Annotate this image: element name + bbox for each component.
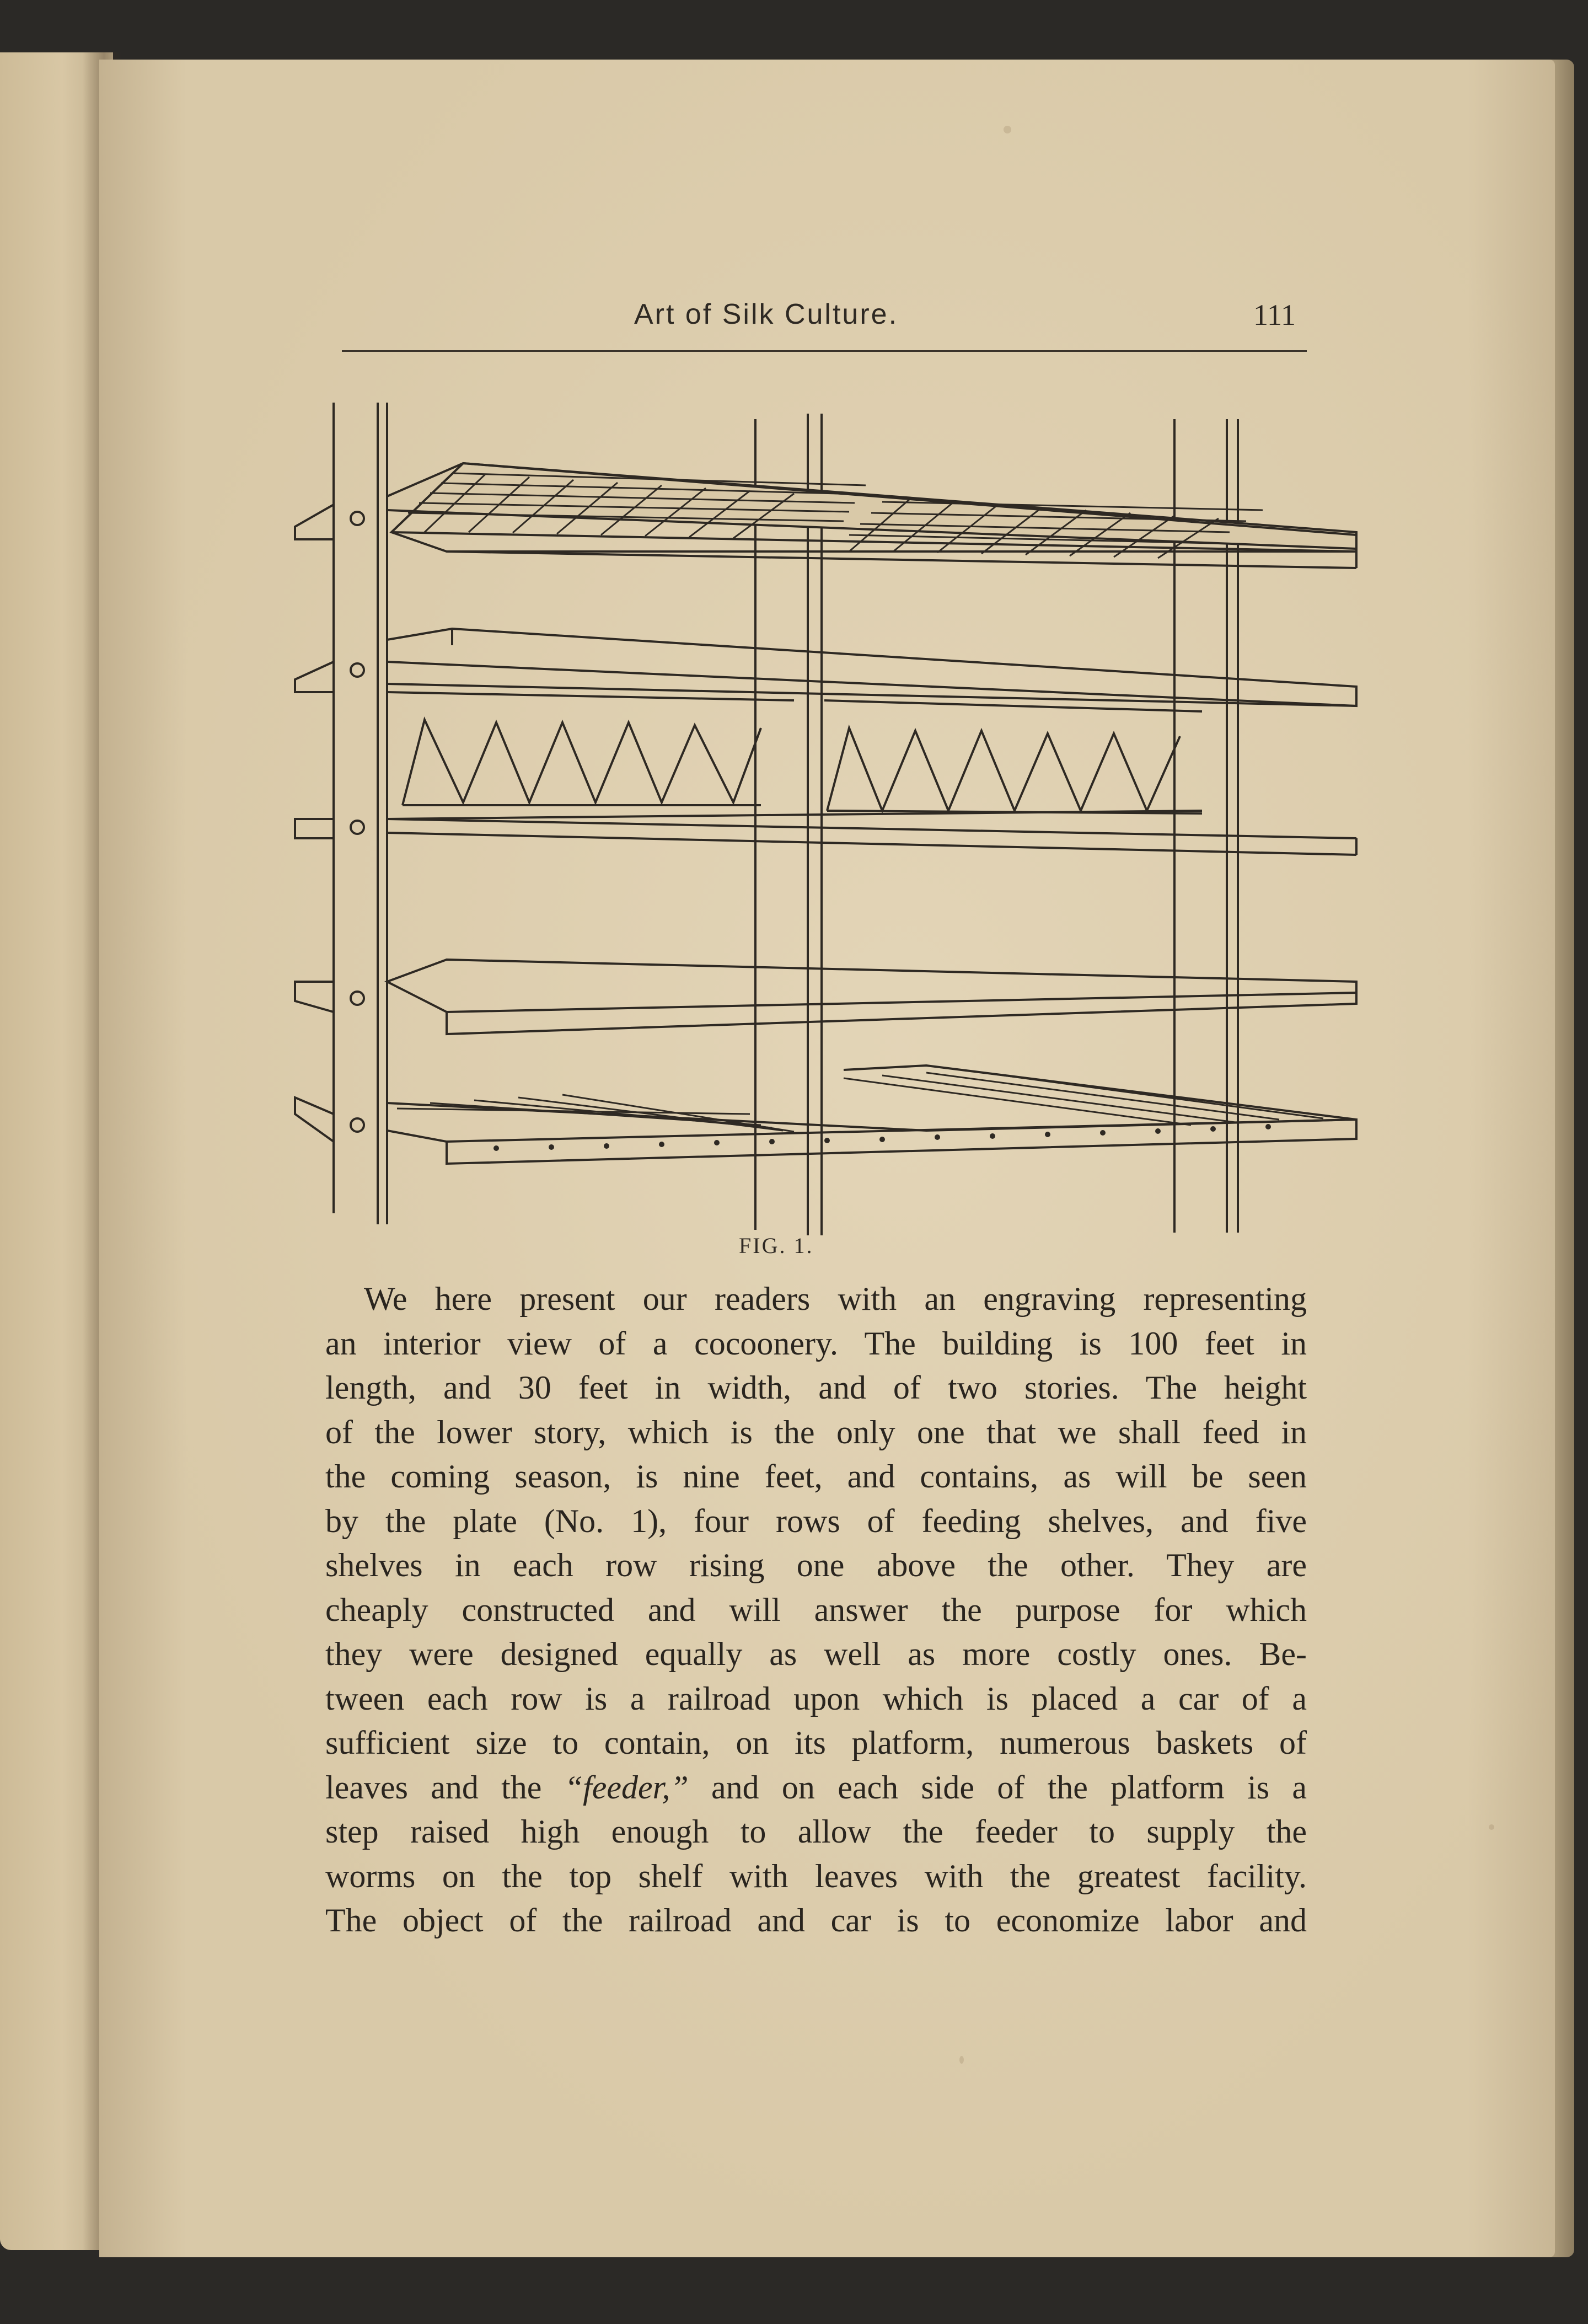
text-line-with-term [325, 1765, 1307, 1810]
body-paragraph [325, 1277, 1307, 1943]
text-line: the coming season, is nine feet, and contains, as will be seen [325, 1458, 1307, 1495]
cocoonery-shelves-engraving [265, 386, 1373, 1257]
page-number: 111 [1253, 298, 1296, 331]
text-line: length, and 30 feet in width, and of two stories. The height [325, 1369, 1307, 1406]
text-line: tween each row is a railroad upon which is placed a car of a [325, 1680, 1307, 1717]
text-line: cheaply constructed and will answer the purpose for which [325, 1591, 1307, 1628]
text-line-part: and on each side of the platform is a [711, 1769, 1307, 1806]
text-line: an interior view of a cocoonery. The building is 100 feet in [325, 1325, 1307, 1362]
text-line: step raised high enough to allow the feeder to supply the [325, 1813, 1307, 1850]
text-line: by the plate (No. 1), four rows of feeding shelves, and five [325, 1502, 1307, 1539]
text-line-part: leaves and the [325, 1769, 542, 1806]
text-line: worms on the top shelf with leaves with the greatest facility. [325, 1857, 1307, 1894]
text-line: of the lower story, which is the only one that we shall feed in [325, 1413, 1307, 1450]
text-line: they were designed equally as well as more costly ones. Be- [325, 1636, 1307, 1672]
figure-caption: FIG. 1. [739, 1233, 814, 1258]
text-line: The object of the railroad and car is to economize labor and [325, 1902, 1307, 1939]
text-line: We here present our readers with an engraving representing [364, 1281, 1307, 1317]
text-line: sufficient size to contain, on its platform, numerous baskets of [325, 1725, 1307, 1761]
running-header [342, 298, 1307, 352]
running-title: Art of Silk Culture. [634, 298, 899, 330]
quoted-term: “feeder,” [564, 1769, 689, 1806]
text-line: shelves in each row rising one above the other. They are [325, 1547, 1307, 1583]
